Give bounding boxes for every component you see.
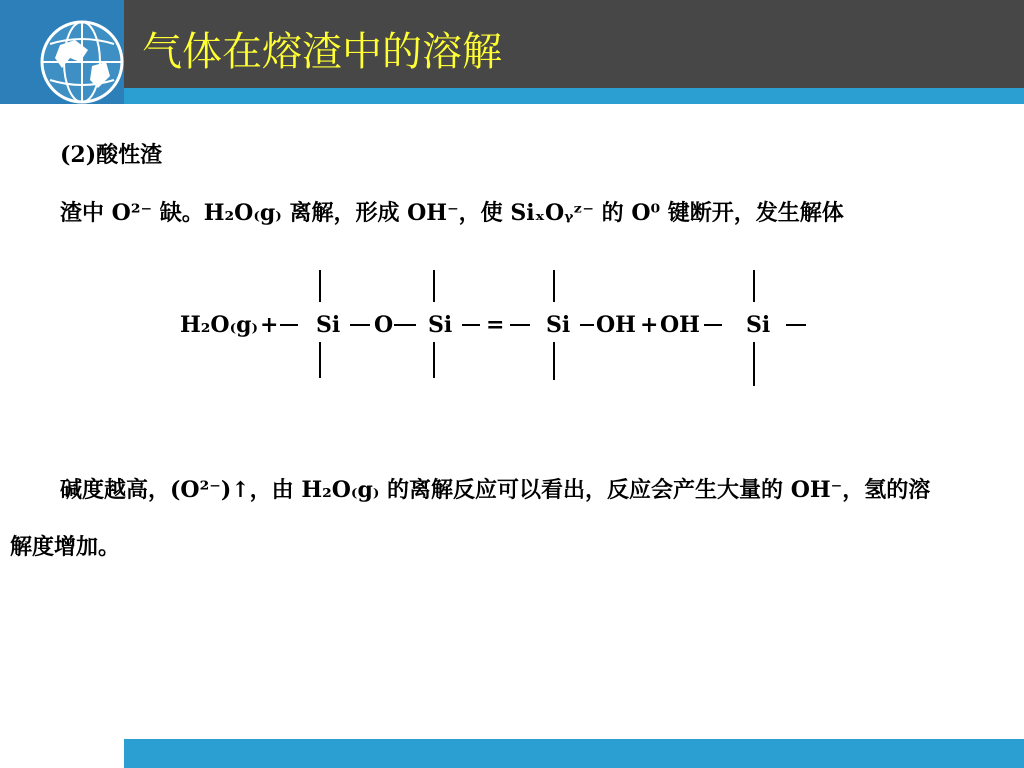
accent-strip-top bbox=[124, 88, 1024, 104]
eq-si-1: Si bbox=[316, 312, 341, 338]
eq-equals: = bbox=[486, 312, 505, 338]
paragraph-line-2: 碱度越高，(O²⁻)↑，由 H₂O₍g₎ 的离解反应可以看出，反应会产生大量的 OH⁻，氢的溶 bbox=[60, 477, 931, 503]
eq-h2o: H₂O₍g₎ bbox=[180, 312, 259, 338]
eq-plus: + bbox=[260, 312, 279, 338]
logo-panel bbox=[0, 0, 124, 104]
eq-oh-1: OH bbox=[596, 312, 636, 338]
eq-o: O bbox=[374, 312, 394, 338]
eq-oh-2: OH bbox=[660, 312, 700, 338]
chemical-equation bbox=[180, 262, 820, 392]
slide-title: 气体在熔渣中的溶解 bbox=[142, 29, 502, 75]
section-heading: (2)酸性渣 bbox=[60, 142, 163, 168]
globe-logo-icon bbox=[0, 0, 124, 104]
paragraph-line-3: 解度增加。 bbox=[10, 534, 121, 560]
eq-si-4: Si bbox=[746, 312, 771, 338]
eq-si-3: Si bbox=[546, 312, 571, 338]
eq-plus-2: + bbox=[640, 312, 659, 338]
eq-si-2: Si bbox=[428, 312, 453, 338]
paragraph-line-1: 渣中 O²⁻ 缺。H₂O₍g₎ 离解，形成 OH⁻，使 SiₓOᵧᶻ⁻ 的 O⁰ 键断开，发生解体 bbox=[60, 200, 844, 226]
accent-strip-bottom bbox=[124, 739, 1024, 768]
